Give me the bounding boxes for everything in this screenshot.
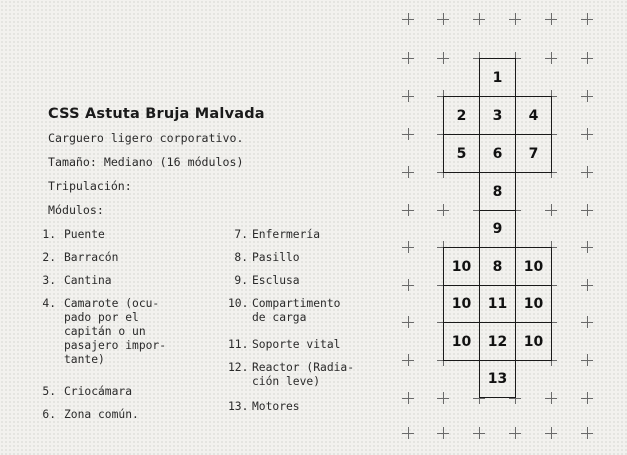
ship-module-cell: 4 xyxy=(515,96,552,135)
module-item: 11. Soporte vital xyxy=(228,338,341,351)
grid-plus-mark xyxy=(581,13,593,25)
grid-plus-mark xyxy=(473,13,485,25)
grid-plus-mark xyxy=(581,316,593,328)
module-item: 9. Esclusa xyxy=(234,274,300,287)
grid-plus-mark xyxy=(402,427,414,439)
grid-plus-mark xyxy=(402,90,414,102)
grid-plus-mark xyxy=(545,204,557,216)
grid-plus-mark xyxy=(402,204,414,216)
grid-plus-mark xyxy=(402,241,414,253)
module-item: 2. Barracón xyxy=(42,251,119,264)
grid-plus-mark xyxy=(545,392,557,404)
module-item: 8. Pasillo xyxy=(234,251,300,264)
grid-plus-mark xyxy=(402,128,414,140)
grid-plus-mark xyxy=(581,279,593,291)
ship-crew: Tripulación: xyxy=(48,179,132,193)
grid-plus-mark xyxy=(437,52,449,64)
grid-plus-mark xyxy=(402,52,414,64)
grid-plus-mark xyxy=(581,90,593,102)
grid-plus-mark xyxy=(437,13,449,25)
grid-plus-mark xyxy=(402,13,414,25)
ship-module-cell: 10 xyxy=(515,322,552,361)
grid-plus-mark xyxy=(402,354,414,366)
module-item: 13. Motores xyxy=(228,400,300,413)
grid-plus-mark xyxy=(437,392,449,404)
module-item: 7. Enfermería xyxy=(234,228,321,241)
module-item: 3. Cantina xyxy=(42,274,112,287)
grid-plus-mark xyxy=(402,392,414,404)
ship-module-cell: 2 xyxy=(443,96,480,135)
grid-plus-mark xyxy=(581,354,593,366)
grid-plus-mark xyxy=(581,128,593,140)
ship-module-cell: 11 xyxy=(479,285,516,323)
module-item: 5. Criocámara xyxy=(42,385,133,398)
ship-module-cell: 13 xyxy=(479,360,516,398)
ship-module-cell: 10 xyxy=(443,285,480,323)
module-item: 6. Zona común. xyxy=(42,408,139,421)
ship-module-cell: 10 xyxy=(515,285,552,323)
ship-module-cell: 12 xyxy=(479,322,516,361)
ship-module-cell: 7 xyxy=(515,134,552,173)
grid-plus-mark xyxy=(437,427,449,439)
ship-title: CSS Astuta Bruja Malvada xyxy=(48,106,265,122)
grid-plus-mark xyxy=(581,52,593,64)
ship-module-cell: 8 xyxy=(479,172,516,211)
grid-plus-mark xyxy=(581,392,593,404)
ship-size: Tamaño: Mediano (16 módulos) xyxy=(48,155,244,169)
grid-plus-mark xyxy=(402,166,414,178)
grid-plus-mark xyxy=(402,316,414,328)
module-item: 4. Camarote (ocu- pado por el capitán o un pasajero impor- tante) xyxy=(42,297,167,366)
grid-plus-mark xyxy=(509,13,521,25)
grid-plus-mark xyxy=(545,427,557,439)
grid-plus-mark xyxy=(581,427,593,439)
ship-module-cell: 10 xyxy=(443,247,480,286)
grid-plus-mark xyxy=(437,204,449,216)
ship-module-cell: 3 xyxy=(479,96,516,135)
grid-plus-mark xyxy=(473,427,485,439)
ship-module-cell: 5 xyxy=(443,134,480,173)
module-item: 12. Reactor (Radia- ción leve) xyxy=(228,361,355,388)
ship-module-cell: 10 xyxy=(515,247,552,286)
ship-module-cell: 1 xyxy=(479,58,516,97)
grid-plus-mark xyxy=(545,52,557,64)
grid-plus-mark xyxy=(581,166,593,178)
grid-plus-mark xyxy=(402,279,414,291)
grid-plus-mark xyxy=(545,13,557,25)
ship-module-cell: 10 xyxy=(443,322,480,361)
module-item: 1. Puente xyxy=(42,228,105,241)
grid-plus-mark xyxy=(509,427,521,439)
grid-plus-mark xyxy=(581,241,593,253)
ship-description: Carguero ligero corporativo. xyxy=(48,131,244,145)
ship-module-cell: 9 xyxy=(479,210,516,248)
ship-module-cell: 8 xyxy=(479,247,516,286)
module-item: 10. Compartimento de carga xyxy=(228,297,341,324)
grid-plus-mark xyxy=(581,204,593,216)
ship-module-cell: 6 xyxy=(479,134,516,173)
modules-label: Módulos: xyxy=(48,203,104,217)
ship-map xyxy=(390,0,627,455)
